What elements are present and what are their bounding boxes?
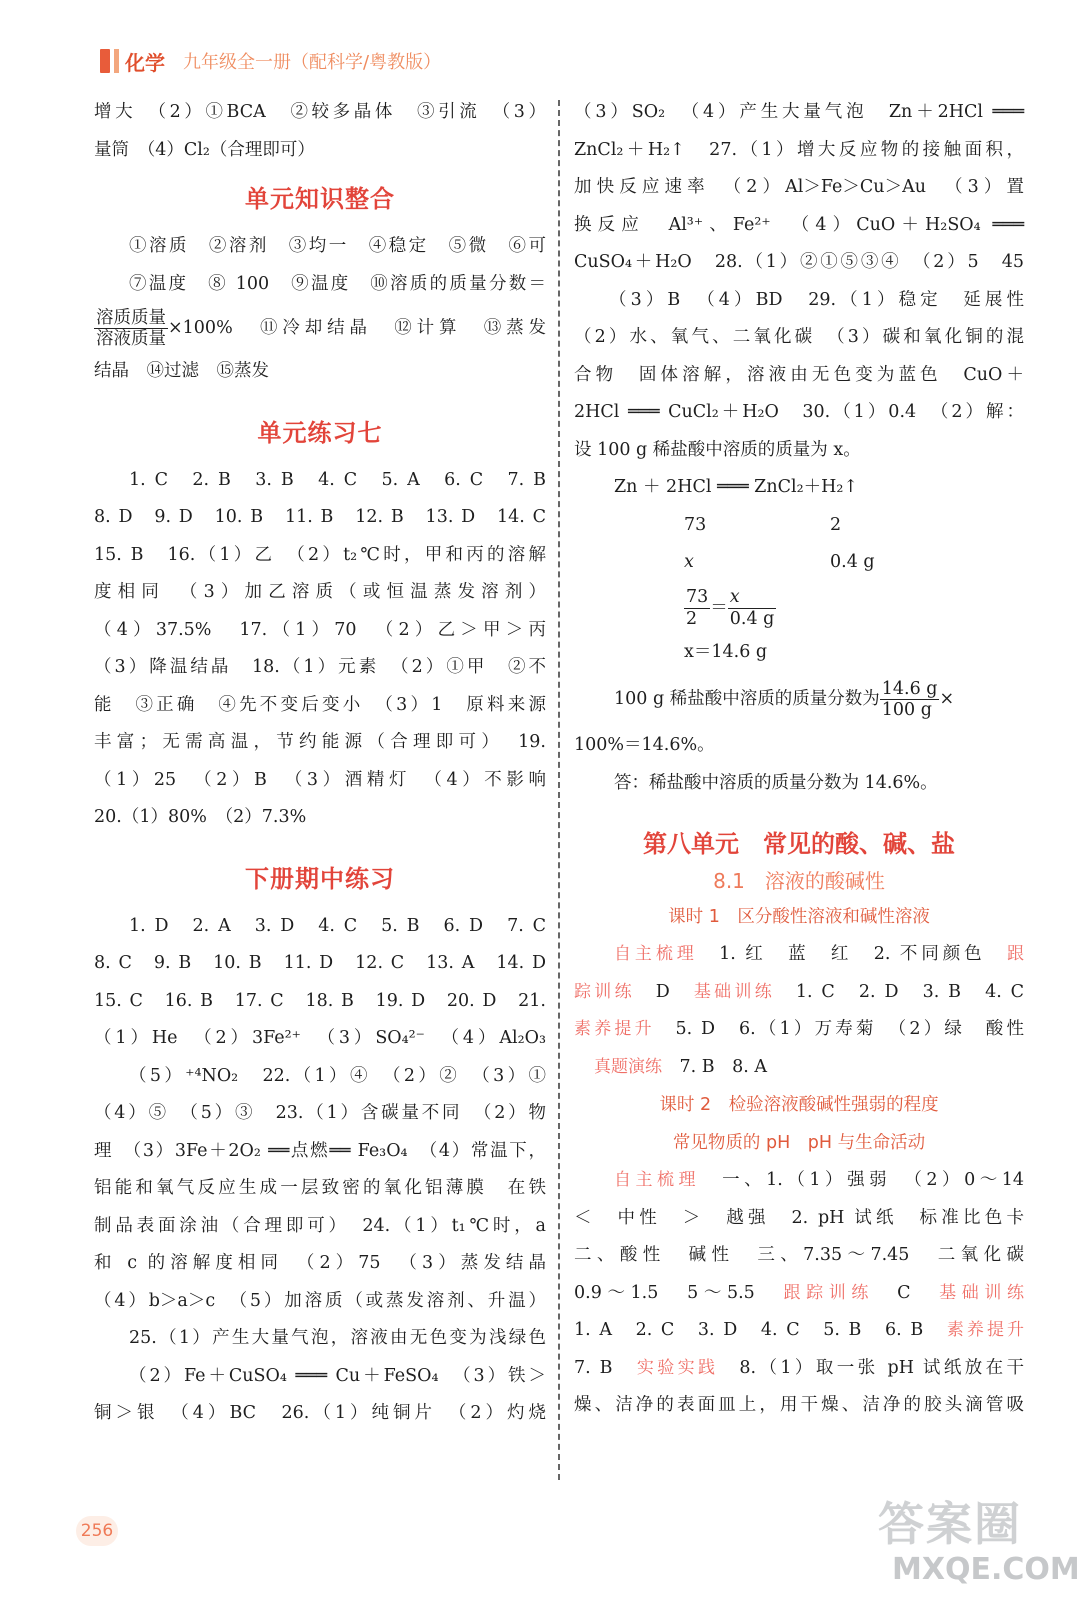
equals-sign: ＝ <box>710 597 728 618</box>
text-run: 100 g 稀盐酸中溶质的质量分数为 <box>614 689 880 709</box>
text-line: （4）b＞a＞c （5）加溶质（或蒸发溶剂、升温） <box>94 1290 546 1311</box>
text-line: 2HCl ═══ CuCl₂＋H₂O 30.（1）0.4 （2）解： <box>574 402 1024 422</box>
tag-basic-training: 基础训练 <box>939 1282 1024 1303</box>
lesson-1-title: 课时 1 区分酸性溶液和碱性溶液 <box>668 907 930 927</box>
text-line: 能 ③正确 ④先不变后变小 （3）1 原料来源 <box>94 694 546 715</box>
text-line <box>574 936 1024 974</box>
mass-fraction <box>880 679 940 720</box>
text-run: 7. B <box>574 1357 613 1378</box>
text-run: 0.9～1.5 5～5.5 <box>574 1282 755 1303</box>
section-title-midterm-exercise: 下册期中练习 <box>245 864 395 893</box>
fraction-numerator: 溶质质量 <box>96 307 166 328</box>
text-run: 8.（1）取一张 pH 试纸放在干 <box>739 1357 1025 1378</box>
text-line: （4）37.5% 17.（1）70 （2）乙＞甲＞丙 <box>94 619 546 640</box>
text-line: 结晶 ⑭过滤 ⑮蒸发 <box>94 361 269 381</box>
fraction-numerator: x <box>728 587 777 608</box>
fraction-numerator: 73 <box>686 587 709 608</box>
text-line: 100%＝14.6%。 <box>574 735 715 755</box>
equation-unknowns <box>574 544 1024 582</box>
text-line: 1. D 2. A 3. D 4. C 5. B 6. D 7. C <box>129 915 546 936</box>
header-subject: 化学 <box>125 50 165 75</box>
tag-self-review: 自主梳理 <box>614 944 698 964</box>
text-line: ⑦温度 ⑧ 100 ⑨温度 ⑩溶质的质量分数＝ <box>129 273 546 294</box>
section-title-unit-exercise-7: 单元练习七 <box>257 418 383 447</box>
text-line: 合物 固体溶解，溶液由无色变为蓝色 CuO＋ <box>574 364 1024 385</box>
text-run: 5. D 6.（1）万寿菊 （2）绿 酸性 <box>675 1019 1025 1039</box>
unknown-x: x <box>684 552 694 572</box>
fraction-denominator: 溶液质量 <box>96 329 166 349</box>
column-divider <box>558 100 560 1480</box>
text-line: ＜ 中性 ＞ 越强 2. pH 试纸 标准比色卡 <box>574 1207 1024 1228</box>
answer-line: 答：稀盐酸中溶质的质量分数为 14.6%。 <box>614 772 938 793</box>
text-line: 度相同 （3）加乙溶质（或恒温蒸发溶剂） <box>94 582 546 602</box>
ratio-fraction-left <box>684 587 710 628</box>
text-line: 8. C 9. B 10. B 11. D 12. C 13. A 14. D <box>94 953 546 973</box>
mass-fraction-formula <box>94 308 168 349</box>
text-line: （1）He （2）3Fe²⁺ （3）SO₄²⁻ （4）Al₂O₃ <box>94 1028 546 1048</box>
tag-follow-end: 踪训练 <box>574 981 635 1002</box>
times-sign: × <box>939 689 955 709</box>
fraction-numerator: 14.6 g <box>881 678 938 699</box>
lesson-2-subtitle: 常见物质的 pH pH 与生命活动 <box>672 1133 926 1153</box>
subsection-title: 8.1 溶液的酸碱性 <box>713 869 885 893</box>
text-line: 铜＞银 （4）BC 26.（1）纯铜片 （2）灼烧 <box>94 1403 546 1423</box>
fraction-denominator: 100 g <box>881 700 932 720</box>
text-line: 二、酸性 碱性 三、7.35～7.45 二氧化碳 <box>574 1245 1024 1265</box>
fraction-denominator: 0.4 g <box>729 608 775 629</box>
text-line: （3）降温结晶 18.（1）元素 （2）①甲 ②不 <box>94 657 546 677</box>
text-line: 量筒 （4）Cl₂（合理即可） <box>94 139 315 160</box>
text-line: ①溶质 ②溶剂 ③均一 ④稳定 ⑤微 ⑥可 <box>129 236 546 256</box>
text-line: 加快反应速率 （2）Al＞Fe＞Cu＞Au （3）置 <box>574 177 1024 197</box>
text-run: C <box>897 1282 911 1303</box>
text-line: 燥、洁净的表面皿上，用干燥、洁净的胶头滴管吸 <box>574 1395 1024 1415</box>
tag-real-exam: 真题演练 <box>594 1056 662 1077</box>
x-result: x＝14.6 g <box>684 641 768 662</box>
text-line <box>574 1011 1024 1049</box>
text-line: 1. C 2. B 3. B 4. C 5. A 6. C 7. B <box>129 469 546 490</box>
text-run: 一、1.（1）强弱 （2）0～14 <box>722 1170 1025 1190</box>
lesson-2-title: 课时 2 检验溶液酸碱性强弱的程度 <box>659 1095 939 1115</box>
text-line: （3）SO₂ （4）产生大量气泡 Zn＋2HCl ═══ <box>574 102 1024 122</box>
text-line-fraction <box>94 303 546 353</box>
section-title-unit-summary: 单元知识整合 <box>245 185 395 213</box>
text-line: （4）⑤ （5）③ 23.（1）含碳量不同 （2）物 <box>94 1103 546 1123</box>
text-line: CuSO₄＋H₂O 28.（1）②①⑤③④ （2）5 45 <box>574 252 1024 272</box>
page-header <box>100 44 441 78</box>
text-line <box>574 1162 1024 1200</box>
known-h2-mass: 0.4 g <box>830 552 875 572</box>
watermark-url: MXQE.COM <box>892 1552 1080 1587</box>
text-line: 25.（1）产生大量气泡，溶液由无色变为浅绿色 <box>129 1328 546 1348</box>
equation-coefficients <box>574 507 1024 545</box>
watermark-logo <box>878 1488 1080 1598</box>
ratio-fraction-right <box>728 587 777 628</box>
right-column <box>574 94 1024 1425</box>
text-run: D <box>655 981 670 1002</box>
text-line: 铝能和氧气反应生成一层致密的氧化铝薄膜 在铁 <box>94 1178 546 1198</box>
ratio-equation <box>574 582 1024 634</box>
header-book-title: 九年级全一册（配科学/粤教版） <box>183 52 442 73</box>
text-line: 理 （3）3Fe＋2O₂ ══点燃══ Fe₃O₄ （4）常温下， <box>94 1140 546 1161</box>
text-run: 1. C 2. D 3. B 4. C <box>795 981 1025 1002</box>
text-run: 1. 红 蓝 红 2. 不同颜色 <box>719 944 986 964</box>
text-line <box>574 1350 1024 1388</box>
header-bar-icon <box>100 49 110 73</box>
mass-fraction-line <box>574 671 1024 727</box>
text-line <box>574 1049 1024 1087</box>
text-line: 增大 （2）①BCA ②较多晶体 ③引流 （3） <box>94 102 546 122</box>
text-run: 1. A 2. C 3. D 4. C 5. B 6. B <box>574 1320 924 1340</box>
text-line: 换反应 Al³⁺、Fe²⁺ （4）CuO＋H₂SO₄ ═══ <box>574 214 1024 235</box>
tag-follow-training: 跟踪训练 <box>783 1282 874 1303</box>
text-line <box>574 974 1024 1012</box>
text-line: 丰富；无需高温，节约能源（合理即可） 19. <box>94 732 546 752</box>
text-line: ZnCl₂＋H₂↑ 27.（1）增大反应物的接触面积， <box>574 139 1024 160</box>
tag-basic-training: 基础训练 <box>693 981 776 1002</box>
tag-experiment: 实验实践 <box>636 1357 719 1378</box>
fraction-denominator: 2 <box>686 608 698 629</box>
text-run: 7. B 8. A <box>679 1056 768 1077</box>
text-line <box>574 1312 1024 1350</box>
text-line: 8. D 9. D 10. B 11. B 12. B 13. D 14. C <box>94 507 546 527</box>
text-line: （2）Fe＋CuSO₄ ═══ Cu＋FeSO₄ （3）铁＞ <box>129 1365 546 1386</box>
text-line: 15. B 16.（1）乙 （2）t₂℃时，甲和丙的溶解 <box>94 544 546 565</box>
text-line: （2）水、氧气、二氧化碳 （3）碳和氧化铜的混 <box>574 327 1024 347</box>
tag-literacy: 素养提升 <box>574 1019 655 1039</box>
tag-follow-start: 跟 <box>1007 944 1025 964</box>
header-bar-accent-icon <box>114 49 119 73</box>
text-line: （3）B （4）BD 29.（1）稳定 延展性 <box>609 289 1024 310</box>
left-column <box>94 94 546 1433</box>
tag-literacy: 素养提升 <box>946 1320 1025 1340</box>
text-line: （1）25 （2）B （3）酒精灯 （4）不影响 <box>94 769 546 790</box>
page-number: 256 <box>76 1516 118 1546</box>
text-line: 20.（1）80% （2）7.3% <box>94 807 307 827</box>
text-run: ×100% ⑪冷却结晶 ⑫计算 ⑬蒸发 <box>168 318 546 338</box>
chemical-equation: Zn ＋ 2HCl ═══ ZnCl₂＋H₂↑ <box>614 477 859 497</box>
text-line <box>574 1275 1024 1313</box>
text-line: 制品表面涂油（合理即可） 24.（1）t₁℃时，a <box>94 1215 546 1236</box>
text-line: 15. C 16. B 17. C 18. B 19. D 20. D 21. <box>94 990 546 1011</box>
text-line: 设 100 g 稀盐酸中溶质的质量为 x。 <box>574 439 861 460</box>
unit-8-title: 第八单元 常见的酸、碱、盐 <box>643 830 955 858</box>
tag-self-review: 自主梳理 <box>614 1170 701 1190</box>
text-line: （5）⁺⁴NO₂ 22.（1）④ （2）② （3）① <box>129 1065 546 1086</box>
coefficient-hcl: 73 <box>684 514 707 535</box>
text-line: 和 c 的溶解度相同 （2）75 （3）蒸发结晶 <box>94 1253 546 1273</box>
watermark-text: 答案圈 <box>878 1497 1022 1551</box>
coefficient-h2: 2 <box>830 514 842 535</box>
